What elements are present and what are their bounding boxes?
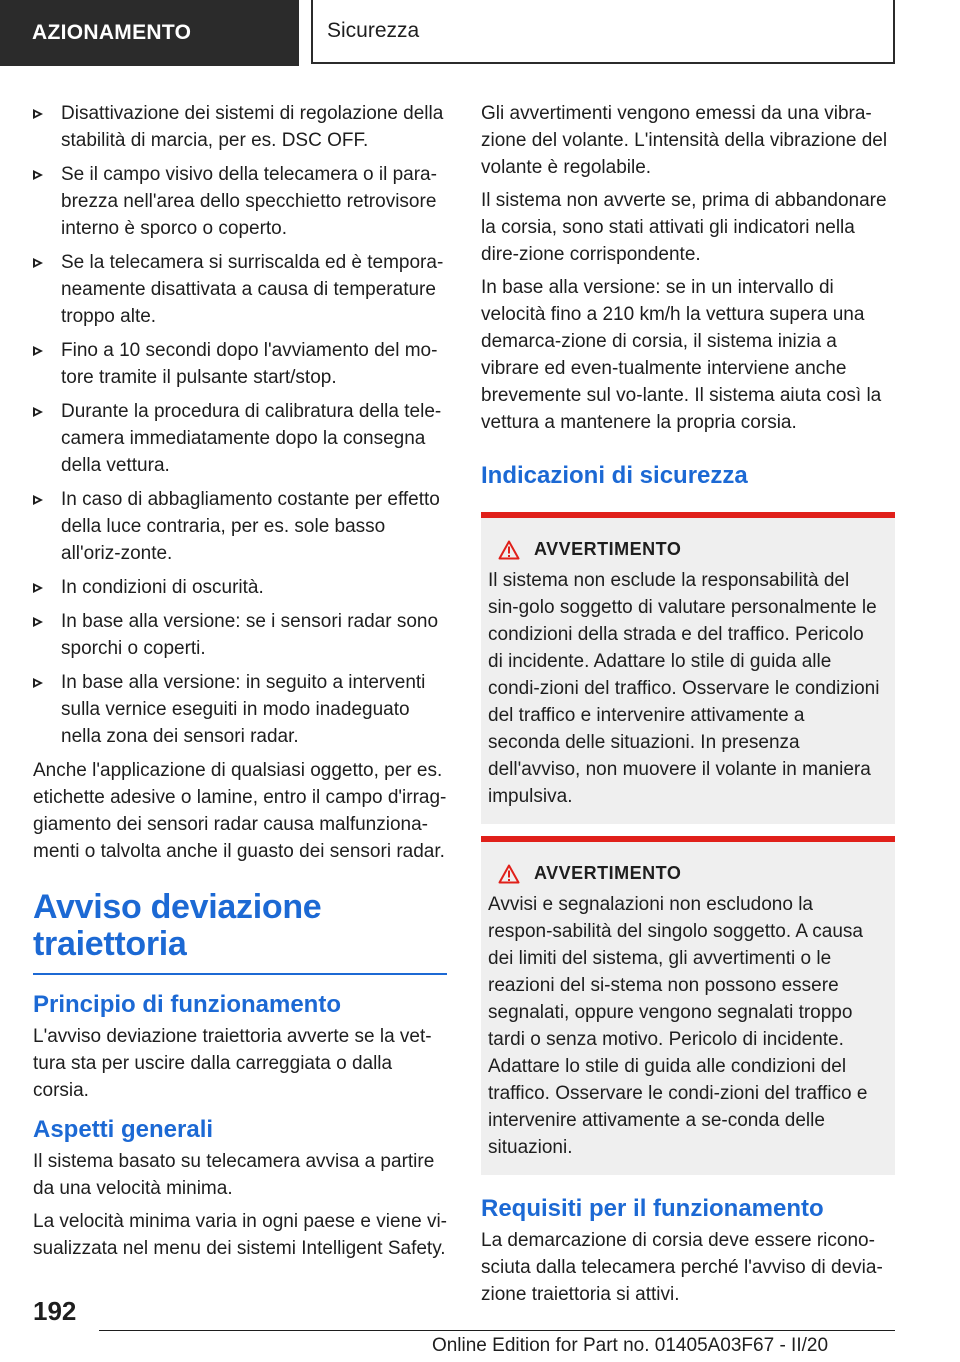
warning-title: AVVERTIMENTO <box>534 863 682 883</box>
triangle-bullet-icon <box>33 170 43 180</box>
paragraph: La velocità minima varia in ogni paese e viene vi-sualizzata nel menu dei sistemi Intelligent Safety. <box>33 1211 447 1259</box>
triangle-bullet-icon <box>33 495 43 505</box>
list-item: In base alla versione: se i sensori radar sono sporchi o coperti. <box>33 608 447 662</box>
list-item: In condizioni di oscurità. <box>33 574 447 601</box>
triangle-bullet-icon <box>33 346 43 356</box>
section-heading: Avviso deviazione traiettoria <box>33 888 322 963</box>
list-item: Se il campo visivo della telecamera o il para-brezza nell'area dello specchietto retrovisore interno è sporco o coperto. <box>33 161 447 242</box>
warning-text: Avvisi e segnalazioni non escludono la respon-sabilità del singolo soggetto. A causa dei limiti del sistema, gli avvertimenti o le reazioni del si-stema non possono essere segnalati, oppure vengono segnalati troppo tardi o senza motivo. Pericolo di incidente. Adattare lo stile di guida alle condizioni del traffico. Osservare le condi-zioni del traffico e intervenire attivamente a se-conda delle situazioni. <box>488 894 868 1158</box>
triangle-bullet-icon <box>33 678 43 688</box>
left-column <box>33 100 447 1268</box>
triangle-bullet-icon <box>33 407 43 417</box>
list-item: In base alla versione: in seguito a interventi sulla vernice eseguiti in modo inadeguato nella zona dei sensori radar. <box>33 669 447 750</box>
section-tab: AZIONAMENTO <box>0 0 299 66</box>
right-column <box>481 100 895 1314</box>
list-item: Se la telecamera si surriscalda ed è tempora-neamente disattivata a causa di temperature troppo alte. <box>33 249 447 330</box>
list-item: In caso di abbagliamento costante per effetto della luce contraria, per es. sole basso all'oriz-zonte. <box>33 486 447 567</box>
warning-text: Il sistema non esclude la responsabilità del sin-golo soggetto di valutare personalmente le condizioni della strada e del traffico. Pericolo di incidente. Adattare lo stile di guida alle condi-zioni del traffico. Osservare le condizioni del traffico e intervenire attivamente a seconda delle situazioni. In presenza dell'avviso, non muovere il volante in maniera impulsiva. <box>488 570 880 807</box>
triangle-bullet-icon <box>33 617 43 627</box>
warning-box <box>481 836 895 1175</box>
subheading-sicurezza: Indicazioni di sicurezza <box>481 462 748 489</box>
warning-triangle-icon <box>498 864 520 884</box>
subheading-requisiti: Requisiti per il funzionamento <box>481 1195 824 1222</box>
paragraph: Anche l'applicazione di qualsiasi oggetto, per es. etichette adesive o lamine, entro il campo d'irrag-giamento dei sensori radar causa malfunziona-menti o talvolta anche il guasto dei sensori radar. <box>33 760 447 862</box>
paragraph: Gli avvertimenti vengono emessi da una vibra-zione del volante. L'intensità della vibrazione del volante è regolabile. <box>481 103 888 178</box>
paragraph: L'avviso deviazione traiettoria avverte se la vet-tura sta per uscire dalla carreggiata o dalla corsia. <box>33 1026 432 1101</box>
list-item: Fino a 10 secondi dopo l'avviamento del mo-tore tramite il pulsante start/stop. <box>33 337 447 391</box>
footer-rule <box>99 1330 895 1331</box>
paragraph: Il sistema non avverte se, prima di abbandonare la corsia, sono stati attivati gli indicatori nella dire-zione corrispondente. <box>481 190 887 265</box>
paragraph: Il sistema basato su telecamera avvisa a partire da una velocità minima. <box>33 1151 435 1199</box>
paragraph: La demarcazione di corsia deve essere ricono-sciuta dalla telecamera perché l'avviso di devia-zione traiettoria si attivi. <box>481 1230 883 1305</box>
triangle-bullet-icon <box>33 109 43 119</box>
warning-title: AVVERTIMENTO <box>534 539 682 559</box>
triangle-bullet-icon <box>33 258 43 268</box>
subheading-principio: Principio di funzionamento <box>33 991 341 1018</box>
page-header <box>0 0 960 68</box>
page-number: 192 <box>33 1296 77 1326</box>
subheading-aspetti: Aspetti generali <box>33 1116 214 1143</box>
triangle-bullet-icon <box>33 583 43 593</box>
warning-triangle-icon <box>498 540 520 560</box>
list-item: Disattivazione dei sistemi di regolazione della stabilità di marcia, per es. DSC OFF. <box>33 100 447 154</box>
heading-rule <box>33 973 447 975</box>
chapter-title: Sicurezza <box>311 0 895 64</box>
list-item: Durante la procedura di calibratura della tele-camera immediatamente dopo la consegna della vettura. <box>33 398 447 479</box>
footer-edition: Online Edition for Part no. 01405A03F67 - II/20 <box>431 1335 829 1356</box>
warning-box <box>481 512 895 824</box>
paragraph: In base alla versione: se in un intervallo di velocità fino a 210 km/h la vettura supera una demarca-zione di corsia, il sistema inizia a vibrare ed even-tualmente interviene anche brevemente sul vo-lante. Il sistema aiuta così la vettura a mantenere la propria corsia. <box>481 277 882 433</box>
condition-list <box>33 100 447 750</box>
